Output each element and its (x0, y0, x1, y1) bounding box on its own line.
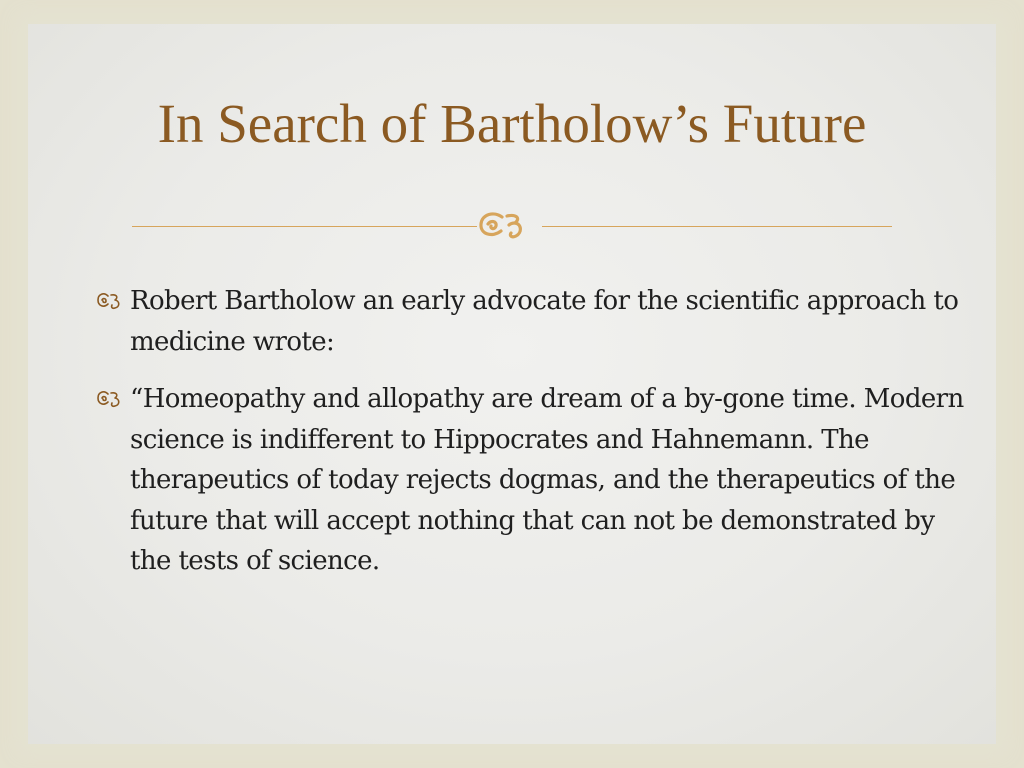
bullet-list (96, 281, 966, 599)
ornament-swirl-icon (474, 208, 546, 244)
bullet-text: Robert Bartholow an early advocate for the scientific approach to medicine wrote: (130, 286, 959, 357)
bullet-item (96, 379, 966, 582)
slide (28, 24, 996, 744)
swirl-bullet-icon (96, 389, 126, 409)
divider-line-right (542, 226, 892, 227)
swirl-bullet-icon (96, 291, 126, 311)
title-divider (132, 214, 892, 238)
slide-title: In Search of Bartholow’s Future (157, 93, 867, 154)
bullet-text: “Homeopathy and allopathy are dream of a by-gone time. Modern science is indifferent to Hippocrates and Hahnemann. The therapeutics of today rejects dogmas, and the therapeutics of the future that will accept nothing that can not be demonstrated by the tests of science. (130, 384, 964, 576)
bullet-item (96, 281, 966, 362)
divider-line-left (132, 226, 477, 227)
